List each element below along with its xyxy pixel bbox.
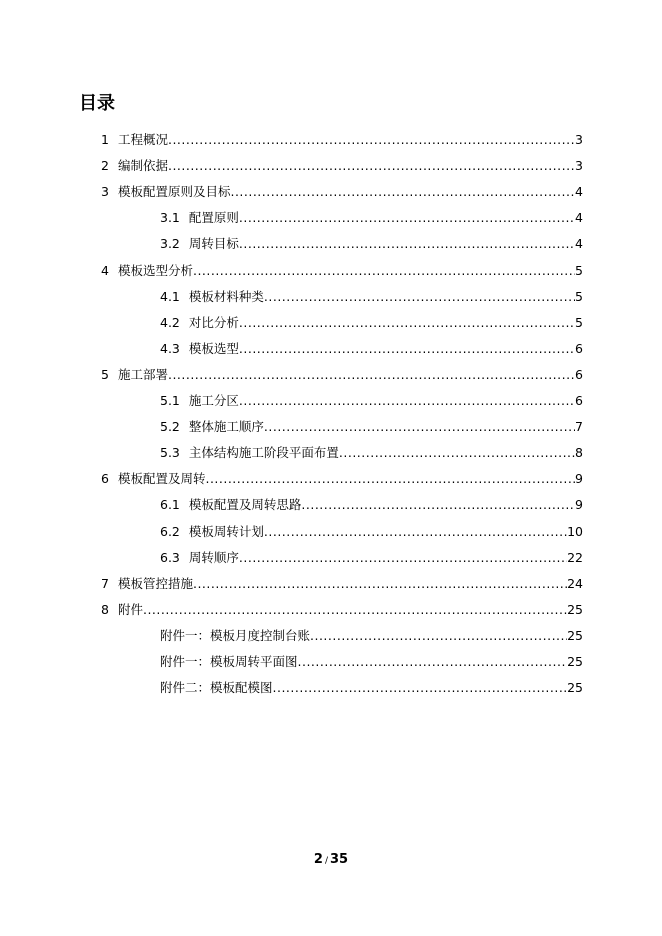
current-page-number: 2 xyxy=(313,852,323,867)
toc-entry-title: 模板材料种类 xyxy=(188,288,264,304)
toc-entry-title: 模板周转计划 xyxy=(188,523,264,539)
toc-entry[interactable] xyxy=(101,469,583,489)
toc-entry[interactable] xyxy=(101,365,583,385)
toc-entry-title: 施工分区 xyxy=(188,393,239,408)
toc-dot-leader xyxy=(239,339,575,359)
toc-dot-leader xyxy=(168,365,575,385)
page-footer xyxy=(0,851,662,870)
toc-entry[interactable] xyxy=(160,417,583,437)
toc-entry[interactable] xyxy=(160,313,583,333)
toc-entry-number: 6.2 xyxy=(160,523,180,539)
toc-entry-page: 10 xyxy=(567,523,583,539)
toc-dot-leader xyxy=(239,548,567,568)
toc-entry[interactable] xyxy=(160,234,583,254)
toc-entry-title: 整体施工顺序 xyxy=(188,419,264,435)
toc-entry-title: 模板选型 xyxy=(188,340,239,356)
toc-entry-page: 4 xyxy=(575,184,583,200)
toc-entry[interactable] xyxy=(160,652,583,672)
toc-entry-title: 对比分析 xyxy=(188,314,239,330)
toc-entry[interactable] xyxy=(101,574,583,594)
toc-entry-page: 25 xyxy=(567,601,583,617)
page-separator: / xyxy=(324,856,328,866)
toc-entry-page: 3 xyxy=(575,132,583,147)
toc-entry-number: 3 xyxy=(101,184,109,200)
toc-entry[interactable] xyxy=(101,600,583,620)
toc-entry[interactable] xyxy=(101,130,583,150)
toc-dot-leader xyxy=(264,417,575,437)
toc-entry-number: 5.1 xyxy=(160,393,180,408)
toc-entry[interactable] xyxy=(101,182,583,202)
toc-dot-leader xyxy=(143,600,567,620)
toc-entry-page: 7 xyxy=(575,419,583,435)
toc-dot-leader xyxy=(239,208,575,228)
toc-entry-number: 2 xyxy=(101,158,109,174)
toc-dot-leader xyxy=(239,391,575,411)
toc-entry-title: 附件一：模板月度控制台账 xyxy=(160,627,311,643)
toc-entry-page: 25 xyxy=(567,654,583,669)
toc-entry-page: 5 xyxy=(575,314,583,330)
toc-dot-leader xyxy=(310,626,567,646)
toc-entry-number: 5 xyxy=(101,366,109,382)
toc-entry-page: 8 xyxy=(575,445,583,461)
toc-dot-leader xyxy=(339,443,575,463)
toc-entry-number: 4 xyxy=(101,262,109,278)
toc-entry[interactable] xyxy=(101,156,583,176)
toc-entry-title: 工程概况 xyxy=(117,132,168,147)
toc-dot-leader xyxy=(205,469,575,489)
toc-entry[interactable] xyxy=(160,522,583,542)
toc-dot-leader xyxy=(168,156,575,176)
toc-entry-title: 周转顺序 xyxy=(188,549,239,565)
toc-entry-page: 4 xyxy=(575,210,583,226)
toc-entry[interactable] xyxy=(160,208,583,228)
toc-dot-leader xyxy=(193,261,575,281)
toc-entry-title: 附件一：模板周转平面图 xyxy=(160,654,298,669)
toc-dot-leader xyxy=(273,678,568,698)
toc-dot-leader xyxy=(230,182,575,202)
toc-entry-title: 模板配置及周转思路 xyxy=(188,497,302,513)
toc-entry-number: 8 xyxy=(101,601,109,617)
toc-dot-leader xyxy=(264,522,567,542)
toc-entry[interactable] xyxy=(160,626,583,646)
toc-entry[interactable] xyxy=(101,261,583,281)
toc-entry-number: 6.1 xyxy=(160,497,180,513)
toc-entry-title: 周转目标 xyxy=(188,236,239,252)
toc-entry[interactable] xyxy=(160,287,583,307)
toc-entry-title: 编制依据 xyxy=(117,158,168,174)
toc-entry-number: 4.2 xyxy=(160,314,180,330)
toc-dot-leader xyxy=(193,574,567,594)
toc-dot-leader xyxy=(239,234,575,254)
toc-entry-number: 5.2 xyxy=(160,419,180,435)
toc-entry[interactable] xyxy=(160,548,583,568)
toc-entry-number: 5.3 xyxy=(160,445,180,461)
toc-dot-leader xyxy=(301,495,575,515)
toc-entry[interactable] xyxy=(160,678,583,698)
toc-entry-page: 9 xyxy=(575,497,583,513)
toc-dot-leader xyxy=(168,130,575,150)
toc-entry-title: 主体结构施工阶段平面布置 xyxy=(188,445,339,461)
toc-entry-page: 9 xyxy=(575,471,583,487)
toc-entry[interactable] xyxy=(160,339,583,359)
toc-entry-page: 3 xyxy=(575,158,583,174)
toc-entry-title: 模板配置及周转 xyxy=(117,471,206,487)
toc-entry-number: 7 xyxy=(101,575,109,591)
total-page-count: 35 xyxy=(330,852,349,867)
toc-entry-page: 5 xyxy=(575,288,583,304)
toc-entry-title: 配置原则 xyxy=(188,210,239,226)
toc-entry-page: 25 xyxy=(567,627,583,643)
toc-entry-page: 6 xyxy=(575,366,583,382)
toc-dot-leader xyxy=(298,652,568,672)
toc-entry-page: 6 xyxy=(575,340,583,356)
toc-entry[interactable] xyxy=(160,391,583,411)
toc-heading: 目录 xyxy=(79,93,115,114)
toc-entry-number: 1 xyxy=(101,132,109,147)
toc-entry-page: 25 xyxy=(567,680,583,696)
toc-entry-page: 5 xyxy=(575,262,583,278)
toc-entry-page: 6 xyxy=(575,393,583,408)
toc-entry-title: 模板配置原则及目标 xyxy=(117,184,231,200)
toc-entry-number: 3.1 xyxy=(160,210,180,226)
toc-entry-title: 附件二：模板配模图 xyxy=(160,680,273,696)
toc-entry-number: 3.2 xyxy=(160,236,180,252)
toc-entry-page: 22 xyxy=(567,549,583,565)
toc-entry-number: 4.3 xyxy=(160,340,180,356)
toc-entry-number: 4.1 xyxy=(160,288,180,304)
toc-dot-leader xyxy=(264,287,575,307)
toc-entry-title: 附件 xyxy=(117,601,143,617)
toc-entry-title: 模板管控措施 xyxy=(117,575,193,591)
toc-entry-page: 4 xyxy=(575,236,583,252)
toc-entry[interactable] xyxy=(160,495,583,515)
toc-entry-number: 6.3 xyxy=(160,549,180,565)
toc-entry-title: 模板选型分析 xyxy=(117,262,193,278)
toc-entry-title: 施工部署 xyxy=(117,366,168,382)
toc-entry-page: 24 xyxy=(567,575,583,591)
toc-dot-leader xyxy=(239,313,575,333)
toc-entry[interactable] xyxy=(160,443,583,463)
toc-entry-number: 6 xyxy=(101,471,109,487)
